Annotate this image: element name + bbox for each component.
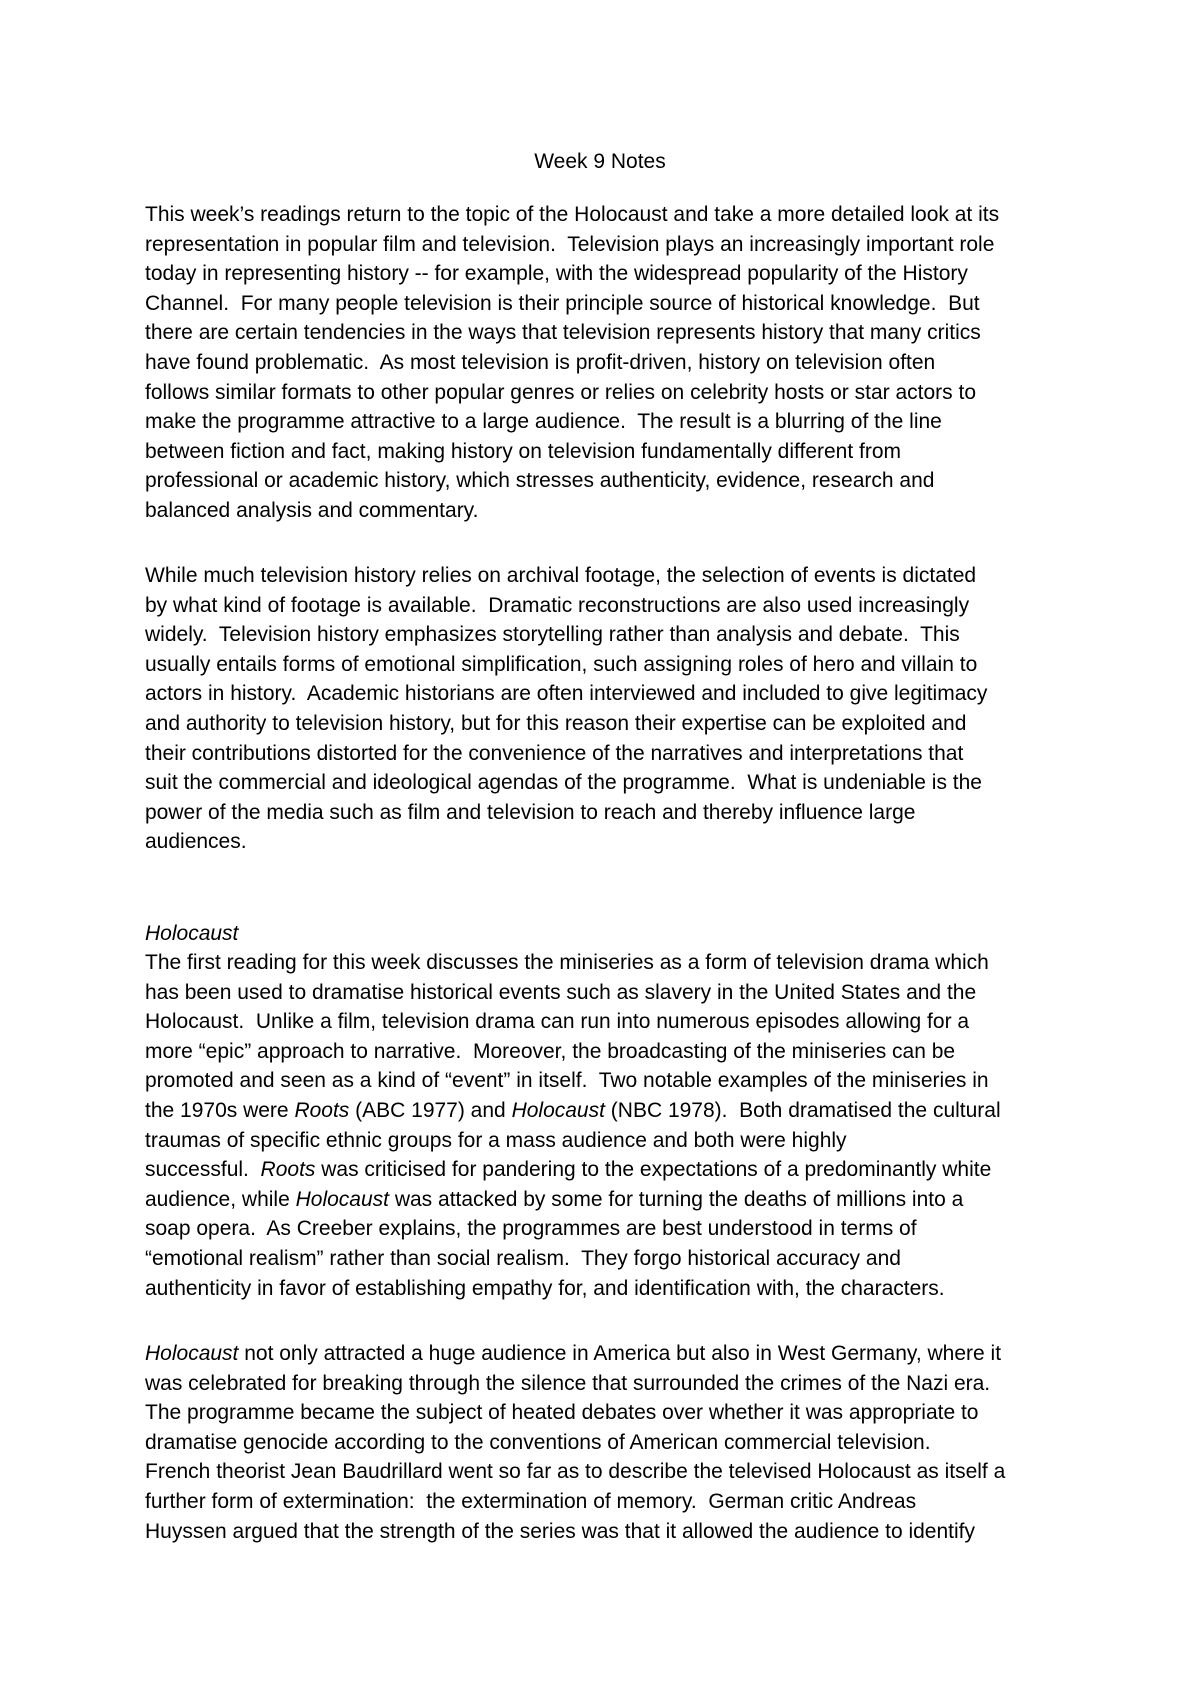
text-line: between fiction and fact, making history on television fundamentally different from [145, 439, 902, 463]
text-line: promoted and seen as a kind of “event” in itself. Two notable examples of the miniseries in [145, 1069, 989, 1093]
text-line [145, 1339, 1065, 1369]
text-line: their contributions distorted for the convenience of the narratives and interpretations that [145, 741, 964, 765]
text-line: today in representing history -- for example, with the widespread popularity of the History [145, 262, 968, 286]
text-line: traumas of specific ethnic groups for a mass audience and both were highly [145, 1128, 847, 1152]
text-line: follows similar formats to other popular genres or relies on celebrity hosts or star actors to [145, 380, 977, 404]
title-holocaust: Holocaust [145, 1342, 239, 1365]
text-line: actors in history. Academic historians are often interviewed and included to give legitimacy [145, 682, 988, 706]
text-line: balanced analysis and commentary. [145, 498, 479, 522]
text-run: the 1970s were [145, 1098, 295, 1122]
text-line: professional or academic history, which stresses authenticity, evidence, research and [145, 469, 935, 493]
text-line [145, 1096, 1065, 1126]
title-holocaust: Holocaust [295, 1187, 389, 1211]
text-line: usually entails forms of emotional simplification, such assigning roles of hero and villain to [145, 652, 978, 676]
text-line: While much television history relies on archival footage, the selection of events is dictated [145, 564, 977, 587]
text-run: was attacked by some for turning the deaths of millions into a [389, 1187, 964, 1211]
title-roots: Roots [294, 1098, 350, 1122]
text-line: there are certain tendencies in the ways that television represents history that many critics [145, 321, 981, 345]
text-line: Holocaust. Unlike a film, television drama can run into numerous episodes allowing for a [145, 1010, 970, 1034]
text-line: The first reading for this week discusses the miniseries as a form of television drama which [145, 951, 989, 974]
text-line: widely. Television history emphasizes storytelling rather than analysis and debate. This [145, 623, 960, 647]
text-line: and authority to television history, but for this reason their expertise can be exploited and [145, 711, 967, 735]
text-run: was criticised for pandering to the expectations of a predominantly white [315, 1158, 992, 1182]
text-line: audiences. [145, 830, 247, 854]
text-line [145, 1185, 1065, 1215]
paragraph-miniseries [145, 948, 1065, 1303]
document-title: Week 9 Notes [534, 150, 666, 173]
text-line: authenticity in favor of establishing empathy for, and identification with, the characters. [145, 1276, 945, 1300]
text-line: was celebrated for breaking through the silence that surrounded the crimes of the Nazi era. [145, 1371, 991, 1395]
section-heading-holocaust: Holocaust [145, 922, 239, 945]
text-line: Channel. For many people television is their principle source of historical knowledge. But [145, 291, 980, 315]
text-run: not only attracted a huge audience in America but also in West Germany, where it [238, 1342, 1002, 1365]
text-line: dramatise genocide according to the conventions of American commercial television. [145, 1430, 931, 1454]
text-line: French theorist Jean Baudrillard went so far as to describe the televised Holocaust as itself a [145, 1460, 1006, 1484]
text-line: have found problematic. As most television is profit-driven, history on television often [145, 350, 936, 374]
paragraph-intro [145, 200, 1065, 526]
title-holocaust: Holocaust [511, 1098, 605, 1122]
text-line: more “epic” approach to narrative. Moreover, the broadcasting of the miniseries can be [145, 1039, 956, 1063]
paragraph-archival-footage [145, 561, 1065, 857]
text-line: “emotional realism” rather than social realism. They forgo historical accuracy and [145, 1246, 901, 1270]
text-line: Huyssen argued that the strength of the series was that it allowed the audience to identify [145, 1519, 976, 1543]
text-line: soap opera. As Creeber explains, the programmes are best understood in terms of [145, 1217, 917, 1241]
text-line: suit the commercial and ideological agendas of the programme. What is undeniable is the [145, 771, 982, 795]
text-line: by what kind of footage is available. Dramatic reconstructions are also used increasingly [145, 593, 970, 617]
paragraph-west-germany [145, 1339, 1065, 1546]
text-line: The programme became the subject of heated debates over whether it was appropriate to [145, 1401, 979, 1425]
text-line: has been used to dramatise historical events such as slavery in the United States and the [145, 980, 977, 1004]
text-run: (ABC 1977) and [349, 1098, 512, 1122]
text-line: make the programme attractive to a large audience. The result is a blurring of the line [145, 410, 942, 434]
text-line: power of the media such as film and television to reach and thereby influence large [145, 800, 916, 824]
text-line: further form of extermination: the extermination of memory. German critic Andreas [145, 1489, 917, 1513]
text-line: representation in popular film and television. Television plays an increasingly important role [145, 232, 995, 256]
text-run: audience, while [145, 1187, 296, 1211]
text-line [145, 1155, 1065, 1185]
text-line: This week’s readings return to the topic of the Holocaust and take a more detailed look at its [145, 203, 1000, 226]
text-run: (NBC 1978). Both dramatised the cultural [604, 1098, 1001, 1122]
title-roots: Roots [260, 1158, 316, 1182]
text-run: successful. [145, 1158, 261, 1182]
